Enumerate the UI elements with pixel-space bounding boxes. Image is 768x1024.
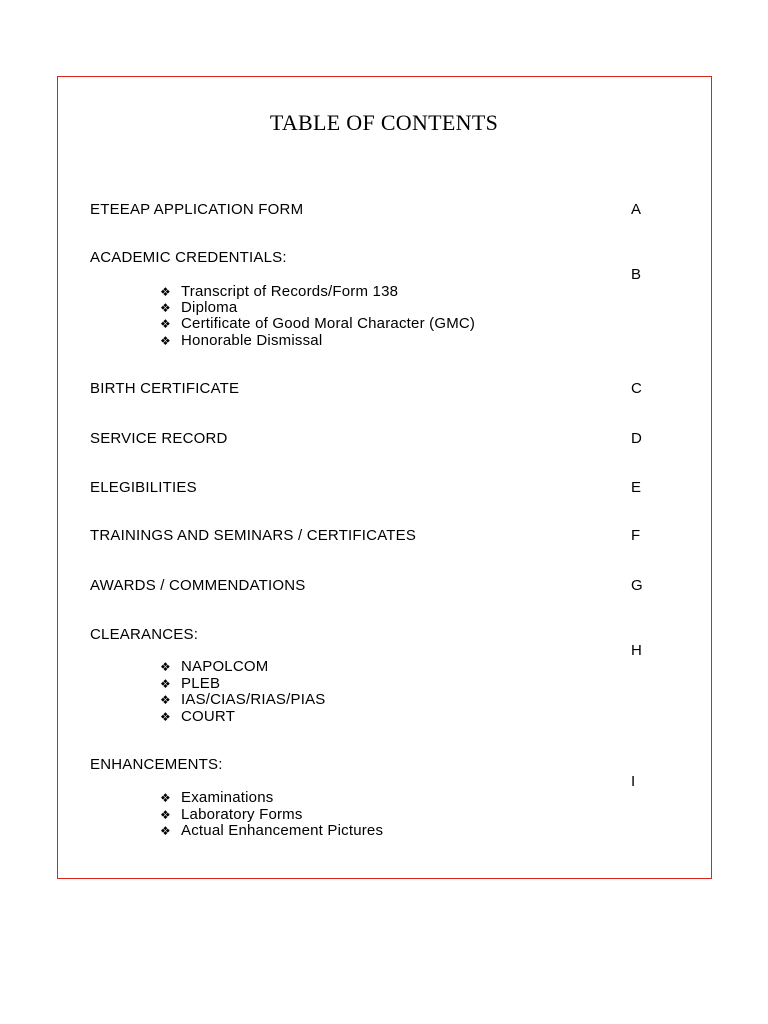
toc-letter-b: B xyxy=(631,266,642,283)
toc-subitem-label: NAPOLCOM xyxy=(181,658,269,675)
toc-subitem-label: Certificate of Good Moral Character (GMC) xyxy=(181,315,476,332)
toc-letter-h: H xyxy=(631,642,642,659)
toc-letter-d: D xyxy=(631,430,642,447)
bullet-icon: ❖ xyxy=(160,791,171,805)
page-title: TABLE OF CONTENTS xyxy=(269,110,499,135)
bullet-icon: ❖ xyxy=(160,693,171,707)
toc-entry-birth-certificate: BIRTH CERTIFICATE xyxy=(90,380,240,397)
bullet-icon: ❖ xyxy=(160,334,171,348)
toc-letter-f: F xyxy=(631,527,641,544)
toc-subitem-honorable-dismissal xyxy=(160,332,322,349)
toc-subitem-diploma xyxy=(160,299,237,316)
toc-entry-academic-credentials: ACADEMIC CREDENTIALS: xyxy=(90,249,287,266)
toc-subitem-label: Actual Enhancement Pictures xyxy=(181,822,384,839)
toc-subitem-napolcom xyxy=(160,658,268,675)
toc-letter-a: A xyxy=(631,201,642,218)
toc-entry-elegibilities: ELEGIBILITIES xyxy=(90,479,197,496)
toc-subitem-court xyxy=(160,708,235,725)
toc-entry-trainings-seminars: TRAININGS AND SEMINARS / CERTIFICATES xyxy=(90,527,417,544)
toc-letter-c: C xyxy=(631,380,642,397)
toc-subitem-label: COURT xyxy=(181,708,236,725)
toc-subitem-actual-enhancement-pictures xyxy=(160,822,383,839)
toc-subitem-label: IAS/CIAS/RIAS/PIAS xyxy=(181,691,326,708)
toc-subitem-label: PLEB xyxy=(181,675,221,692)
toc-letter-i: I xyxy=(631,773,636,790)
toc-subitem-examinations xyxy=(160,789,273,806)
toc-entry-service-record: SERVICE RECORD xyxy=(90,430,228,447)
toc-subitem-label: Transcript of Records/Form 138 xyxy=(181,283,399,300)
toc-letter-g: G xyxy=(631,577,643,594)
bullet-icon: ❖ xyxy=(160,285,171,299)
toc-subitem-ias-cias-rias-pias xyxy=(160,691,325,708)
toc-entry-eteeap-application-form: ETEEAP APPLICATION FORM xyxy=(90,201,304,218)
toc-subitem-laboratory-forms xyxy=(160,806,303,823)
bullet-icon: ❖ xyxy=(160,824,171,838)
bullet-icon: ❖ xyxy=(160,808,171,822)
toc-entry-enhancements: ENHANCEMENTS: xyxy=(90,756,223,773)
toc-letter-e: E xyxy=(631,479,642,496)
bullet-icon: ❖ xyxy=(160,301,171,315)
toc-subitem-label: Laboratory Forms xyxy=(181,806,303,823)
bullet-icon: ❖ xyxy=(160,710,171,724)
toc-subitem-label: Examinations xyxy=(181,789,274,806)
bullet-icon: ❖ xyxy=(160,660,171,674)
bullet-icon: ❖ xyxy=(160,677,171,691)
toc-entry-awards-commendations: AWARDS / COMMENDATIONS xyxy=(90,577,306,594)
toc-subitem-gmc xyxy=(160,315,475,332)
toc-subitem-transcript xyxy=(160,283,398,300)
toc-subitem-label: Honorable Dismissal xyxy=(181,332,323,349)
toc-subitem-pleb xyxy=(160,675,220,692)
toc-entry-clearances: CLEARANCES: xyxy=(90,626,199,643)
toc-subitem-label: Diploma xyxy=(181,299,238,316)
bullet-icon: ❖ xyxy=(160,317,171,331)
